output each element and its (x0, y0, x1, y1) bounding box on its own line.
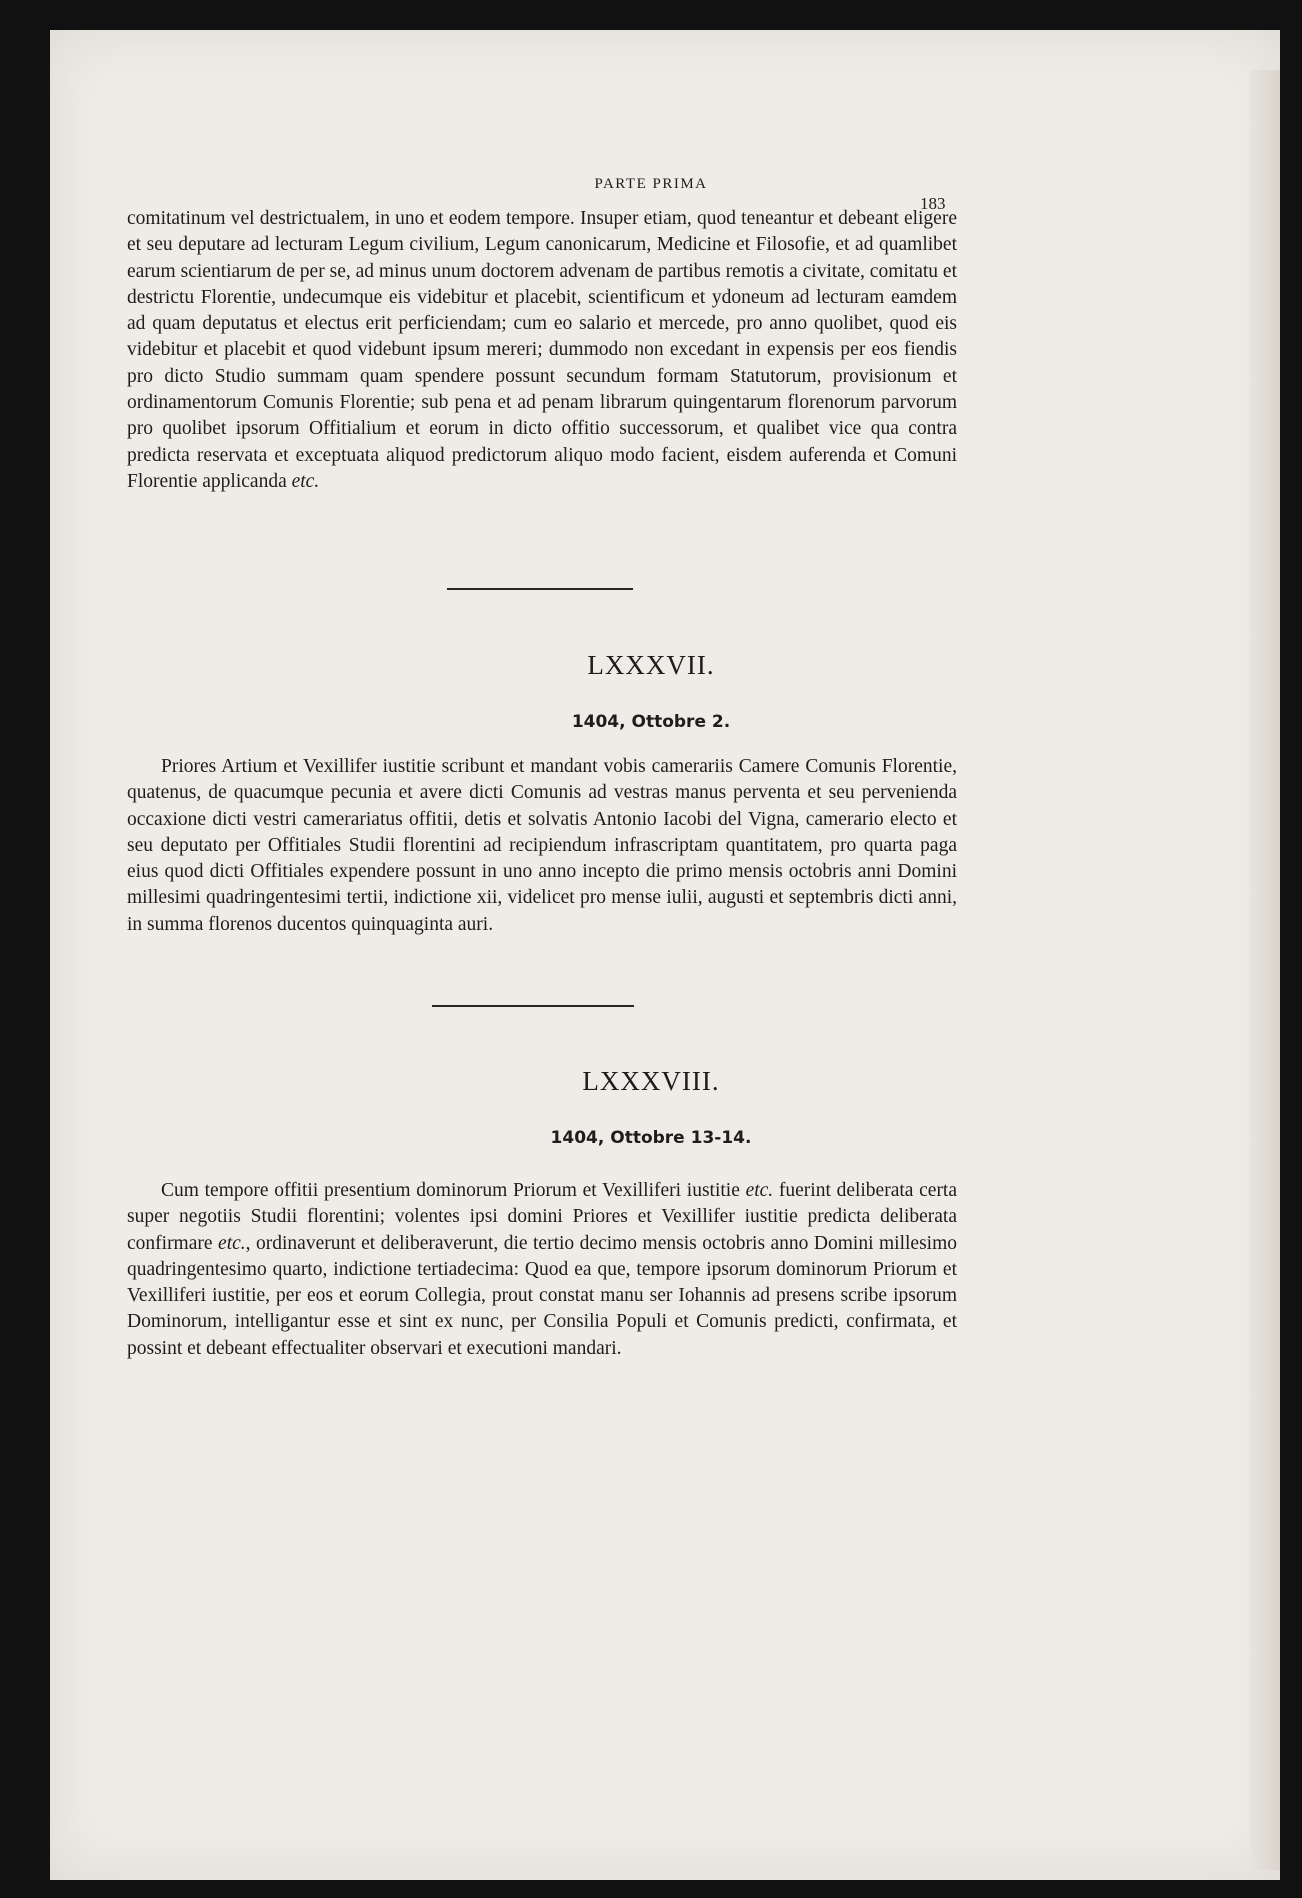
section-etc: etc. (218, 1232, 246, 1254)
section-etc: etc. (745, 1180, 774, 1201)
section-text: , ordinaverunt et deliberaverunt, die tertio decimo mensis octobris anno Domini millesimo quadringentesimo quarto, indictione tertiadecima: Quod ea que, tempore ipsorum dominorum Priorum et Vexilliferi iustitie, per eos et eorum Collegia, prout constat manu ser Iohannis ad presens scribe ipsorum Dominorum, intelligantur esse et sint ex nunc, per Consilia Populi et Comunis predicti, confirmata, et possint et debeant effectualiter observari et executioni mandari. (127, 1232, 958, 1359)
section-divider (447, 588, 633, 590)
section-numeral: LXXXVIII. (582, 1066, 720, 1096)
page-number: 183 (920, 194, 946, 213)
section-divider (432, 1005, 634, 1007)
continuation-etc: etc. (291, 470, 320, 492)
continuation-paragraph (127, 206, 957, 495)
section-date: 1404, Ottobre 2. (571, 712, 731, 732)
section-date: 1404, Ottobre 13-14. (550, 1128, 752, 1148)
section-paragraph (127, 1178, 957, 1362)
section-text: Cum tempore offitii presentium dominorum Priorum et Vexilliferi iustitie (161, 1180, 740, 1201)
section-paragraph (127, 754, 957, 938)
page-edge (1250, 70, 1280, 1870)
section-text: fuerint deliberata certa super negotiis Studii florentini; volentes ipsi domini Priores et Vexillifer iustitie predicta deliberata confirmare (127, 1180, 958, 1254)
section-text: Priores Artium et Vexillifer iustitie scribunt et mandant vobis camerariis Camere Comunis Florentie, quatenus, de quacumque pecunia et avere dicti Comunis ad vestras manus perventa et seu pervenienda occaxione dicti vestri camerariatus offitii, detis et solvatis Antonio Iacobi del Vigna, camerario electo et seu deputato per Offitiales Studii florentini ad recipiendum infrascriptam quantitatem, pro quarta paga eius quod dicti Offitiales expendere possunt in uno anno incepto die primo mensis octobris anni Domini millesimi quadringentesimi tertii, indictione xii, videlicet pro mense iulii, augusti et septembris dicti anni, in summa florenos ducentos quinquaginta auri. (127, 756, 957, 935)
running-header: PARTE PRIMA (594, 176, 708, 192)
continuation-text: comitatinum vel destrictualem, in uno et eodem tempore. Insuper etiam, quod teneantur et debeant eligere et seu deputare ad lecturam Legum civilium, Legum canonicarum, Medicine et Filosofie, et ad quamlibet earum scientiarum de per se, ad minus unum doctorem advenam de partibus remotis a civitate, comitatu et destrictu Florentie, undecumque eis videbitur et placebit, scientificum et ydoneum ad lecturam eamdem ad quam deputatus et electus erit perficiendam; cum eo salario et mercede, pro anno quolibet, quod eis videbitur et placebit et quod videbunt ipsum mereri; dummodo non excedant in expensis per eos fiendis pro dicto Studio summam quam spendere possunt secundum formam Statutorum, provisionum et ordinamentorum Comunis Florentie; sub pena et ad penam librarum quingentarum florenorum parvorum pro quolibet ipsorum Offitialium et eorum in dicto offitio successorum, et qualibet vice qua contra predicta reservata et exceptuata aliquod predictorum aliquo modo facient, eisdem auferenda et Comuni Florentie applicanda (127, 208, 957, 492)
section-numeral: LXXXVII. (587, 650, 715, 680)
